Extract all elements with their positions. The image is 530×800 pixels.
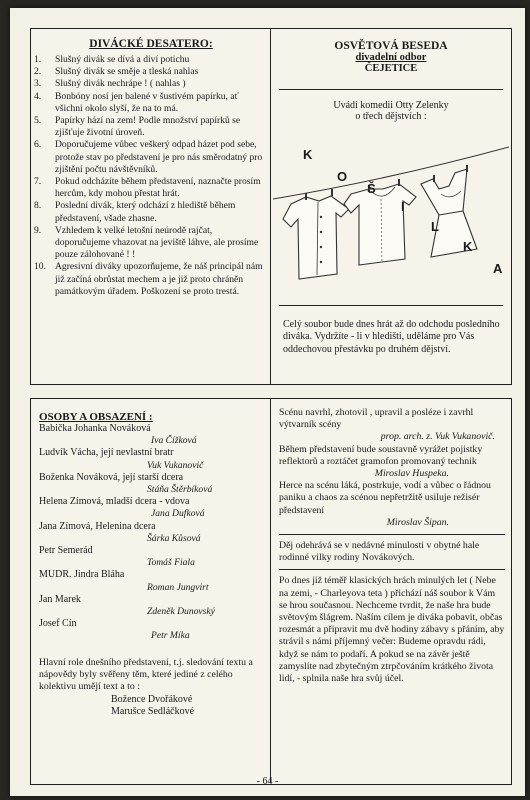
beseda-subtitle-2: ČEJETICE xyxy=(364,63,418,74)
closing-text: Po dnes již téměř klasických hrách minulých let ( Nebe na zemi, - Charleyova teta ) přichází náš soubor k Vám se hrou současnou. Nechceme tvrdit, že naše hra bude světovým šlágrem. Naším cílem je diváka pobavit, občas rozesmát a připravit mu dvě hodiny zábavy s přáním, aby strávil s námi příjemný večer: Budeme opravdu rádi, když se nám to podaří. A pokud se na závěr ještě zamyslíte nad zbytečným ztrpčováním krátkého života lidí, - splnila naše hra svůj účel. xyxy=(279,575,505,685)
role-name: Babička Johanka Nováková xyxy=(39,423,151,434)
rule-item: 6. Doporučujeme vůbec veškerý odpad házet pod sebe, protože stav po představení je pro nás směrodatný pro zjištění počtu návštěvníků. xyxy=(34,139,263,175)
title-letter: K xyxy=(463,239,473,254)
credits-column xyxy=(279,407,505,685)
scene-name: prop. arch. z. Vuk Vukanovič. xyxy=(380,431,495,443)
director-name: Miroslav Šipan. xyxy=(386,516,449,528)
role-name: MUDR. Jindra Bláha xyxy=(39,569,125,581)
actor-name: Šárka Kůsová xyxy=(147,532,201,544)
rule-item: 1. Slušný divák se dívá a diví potichu xyxy=(34,54,190,65)
cast-column xyxy=(39,411,269,719)
actor-name: Zdeněk Dunovský xyxy=(147,606,215,618)
scene-credit: Scénu navrhl, zhotovil , upravil a posléze i zavrhl výtvarník scény xyxy=(279,407,474,431)
beseda-subtitle-1: divadelní odbor xyxy=(355,52,427,63)
cast-list xyxy=(39,423,269,643)
thanks-name: Marušce Sedláčkové xyxy=(111,706,195,718)
column-divider xyxy=(270,398,271,783)
role-name: Jana Zímová, Helenina dcera xyxy=(39,520,156,532)
actor-name: Jana Dufková xyxy=(151,508,205,520)
actor-name: Petr Míka xyxy=(151,630,190,642)
actor-name: Vuk Vukanovič xyxy=(147,459,204,471)
beseda-box xyxy=(270,28,512,385)
tech-name: Miroslav Huspeka. xyxy=(374,468,449,480)
intro-text: Uvádí komedii Otty Zelenky xyxy=(333,100,449,111)
tech-credit: Během představení bude soustavně vyrážet pojistky reflektorů a roztáčet gramofon promovaný technik xyxy=(279,443,483,467)
intro-text-2: o třech dějstvích : xyxy=(355,111,427,122)
note-text: Celý soubor bude dnes hrát až do odchodu posledního diváka. Vydržíte - li v hledišti, uděláme pro Vás oddechovou přestávku po druhém dějství. xyxy=(283,319,500,355)
divider xyxy=(279,305,503,306)
rule-item: 2. Slušný divák se směje a tleská nahlas xyxy=(34,66,199,78)
cast-box xyxy=(30,398,512,785)
divider xyxy=(279,89,503,90)
divider xyxy=(279,569,505,570)
actor-name: Roman Jungvirt xyxy=(147,581,209,593)
rule-item: 9. Vzhledem k velké letošní neúrodě rajčat, doporučujeme vhazovat na jeviště láhve, ale prosíme pouze zálohované ! ! xyxy=(34,224,259,261)
rules-list xyxy=(31,54,271,298)
actor-name: Stáňa Štěrbíková xyxy=(147,484,213,496)
cast-title: OSOBY A OBSAZENÍ : xyxy=(39,411,153,423)
role-name: Helena Zímová, mladší dcera - vdova xyxy=(39,496,190,508)
title-letter: A xyxy=(493,261,503,276)
rule-item: 8. Poslední divák, který odchází z hlediště během představení, všade zhasne. xyxy=(34,200,236,224)
beseda-title: OSVĚTOVÁ BESEDA xyxy=(334,40,448,52)
rule-item: 3. Slušný divák nechrápe ! ( nahlas ) xyxy=(34,78,186,90)
thanks-name: Božence Dvořákové xyxy=(111,693,193,705)
director-credit: Herce na scénu láká, postrkuje, vodí a vůbec o řádnou paniku a chaos za scénou nepřetržitě usiluje režisér představení xyxy=(279,480,491,516)
rule-item: 10. Agresivní diváky upozorňujeme, že náš principál nám již začíná obrůstat mechem a je již proto chráněn památkovým úřadem. Poškození se proto trestá. xyxy=(34,261,263,297)
clothesline-illustration xyxy=(271,139,511,299)
rules-title: DIVÁCKÉ DESATERO: xyxy=(89,38,213,50)
actor-name: Iva Čížková xyxy=(151,435,197,447)
rule-item: 5. Papírky hází na zem! Podle množství papírků se zjišťuje životní úroveň. xyxy=(34,115,241,139)
rules-box xyxy=(30,28,272,385)
title-letter: Š xyxy=(367,181,376,196)
rule-item: 7. Pokud odcházíte během představení, naznačte prosím hercům, kdy mohou přestat hrát. xyxy=(34,176,261,200)
clothesline-svg xyxy=(271,139,511,299)
setting-text: Děj odehrává se v nedávné minulosti v obytné hale rodinné vilky rodiny Novákových. xyxy=(279,540,480,564)
actor-name: Tomáš Fiala xyxy=(147,557,195,569)
rule-item: 4. Bonbóny nosí jen balené v šustivém papírku, ať všichni okolo slyší, že na to má. xyxy=(34,90,239,114)
page-number: - 64 - xyxy=(256,776,279,787)
role-name: Petr Semerád xyxy=(39,545,93,557)
role-name: Josef Cín xyxy=(39,618,77,630)
role-name: Jan Marek xyxy=(39,593,81,605)
divider xyxy=(279,534,505,535)
thanks-text: Hlavní role dnešního představení, t.j. sledování textu a nápovědy byly svěřeny těm, které jediné z celého kolektivu umějí text a to : xyxy=(39,656,253,693)
title-letter: I xyxy=(401,199,405,214)
role-name: Ludvík Vácha, její nevlastní bratr xyxy=(39,447,174,459)
title-letter: L xyxy=(431,219,439,234)
role-name: Boženka Nováková, její starší dcera xyxy=(39,471,184,483)
title-letter: K xyxy=(303,147,313,162)
program-page xyxy=(10,8,525,796)
title-letter: O xyxy=(337,169,348,184)
